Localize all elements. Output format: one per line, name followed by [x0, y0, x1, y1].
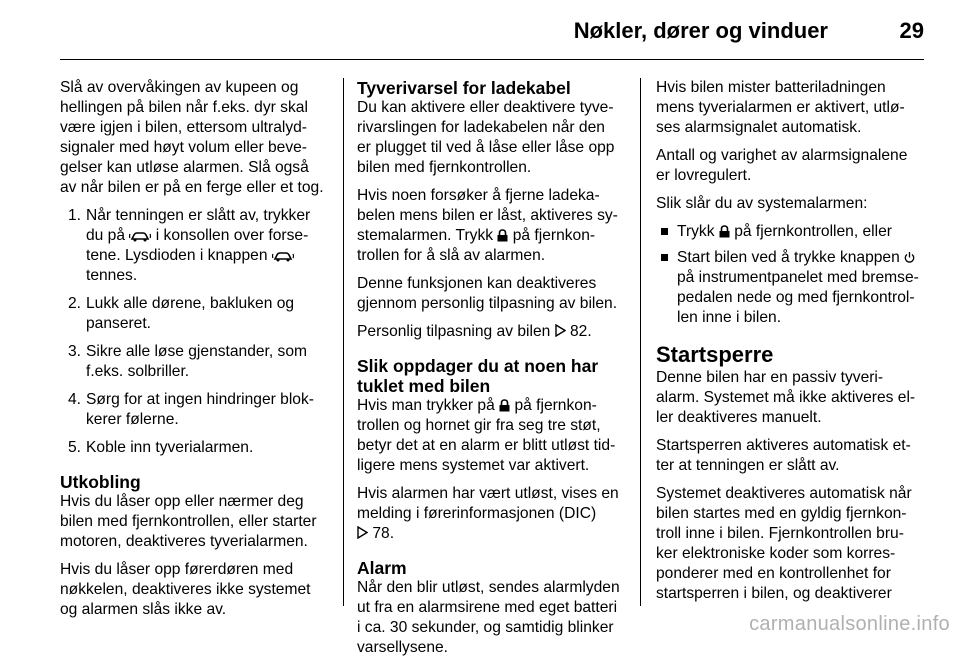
- paragraph: Hvis du låser opp eller nærmer deg bilen med fjernkontrollen, eller starter motoren, deaktiveres tyverialarmen.: [60, 493, 317, 550]
- paragraph: Hvis du låser opp førerdøren med nøkkelen, deaktiveres ikke systemet og alarmen slås ikke av.: [60, 561, 311, 618]
- list-item: 5. Koble inn tyverialarmen.: [68, 439, 254, 456]
- page-number: 29: [899, 18, 924, 43]
- paragraph: Hvis bilen mister batteriladningen mens tyverialarmen er aktivert, utlø- ses alarmsignalet automatisk.: [656, 79, 905, 136]
- activation-steps: [60, 206, 330, 458]
- section-heading-tampering: Slik oppdager du at noen har tuklet med bilen: [357, 356, 599, 396]
- column-1: [60, 78, 330, 628]
- lock-icon: [719, 225, 730, 238]
- paragraph: Hvis noen forsøker å fjerne ladeka- belen mens bilen er låst, aktiveres sy- stemalarmen. Trykk på fjernkon- trollen for å slå av alarmen.: [357, 187, 618, 264]
- paragraph: Hvis man trykker på på fjernkon- trollen og hornet gir fra seg tre støt, betyr det at en alarm er blitt utløst tid- ligere mens systemet var aktivert.: [357, 397, 616, 474]
- column-divider-1: [343, 78, 344, 606]
- paragraph: Denne funksjonen kan deaktiveres gjennom personlig tilpasning av bilen.: [357, 275, 618, 312]
- reference-arrow-icon: [555, 324, 566, 337]
- intro-paragraph: Slå av overvåkingen av kupeen og hellingen på bilen når f.eks. dyr skal være igjen i bilen, ettersom ultralyd- signaler med høyt volum eller beve- gelser kan utløse alarmen. Slå også av når bilen er på en ferge eller et tog.: [60, 79, 324, 196]
- paragraph: Systemet deaktiveres automatisk når bilen startes med en gyldig fjernkon- troll inne i bilen. Fjernkontrollen bru- ker elektroniske koder som korres- ponderer med en kontrollenhet for startsperren i bilen, og deaktiverer: [656, 485, 912, 602]
- paragraph: Du kan aktivere eller deaktivere tyve- rivarslingen for ladekabelen når den er plugget til ved å låse eller låse opp bilen med fjernkontrollen.: [357, 99, 615, 176]
- paragraph: Slik slår du av systemalarmen:: [656, 195, 868, 212]
- header-rule: [60, 59, 924, 60]
- section-heading-alarm: Alarm: [357, 558, 407, 578]
- power-icon: [904, 251, 915, 264]
- column-3: [656, 78, 926, 612]
- list-item: Start bilen ved å trykke knappen på instrumentpanelet med bremse- pedalen nede og med fjernkontrol- len inne i bilen.: [656, 248, 926, 328]
- column-2: [357, 78, 627, 666]
- lock-icon: [497, 229, 508, 242]
- paragraph: Antall og varighet av alarmsignalene er lovregulert.: [656, 147, 908, 184]
- car-sensor-icon: [272, 250, 294, 262]
- paragraph: Når den blir utløst, sendes alarmlyden ut fra en alarmsirene med eget batteri i ca. 30 sekunder, og samtidig blinker varsellysene.: [357, 579, 620, 656]
- section-heading-startsperre: Startsperre: [656, 342, 774, 367]
- car-sensor-icon: [129, 230, 151, 242]
- bullet-square: [661, 228, 668, 235]
- paragraph: Personlig tilpasning av bilen 82.: [357, 323, 592, 340]
- paragraph: Startsperren aktiveres automatisk et- ter at tenningen er slått av.: [656, 437, 911, 474]
- chapter-title: Nøkler, dører og vinduer: [573, 18, 828, 43]
- column-divider-2: [640, 78, 641, 606]
- section-heading-utkobling: Utkobling: [60, 472, 141, 492]
- page-header: [60, 0, 924, 60]
- paragraph: Hvis alarmen har vært utløst, vises en melding i førerinformasjonen (DIC) 78.: [357, 485, 619, 542]
- list-item: 4. Sørg for at ingen hindringer blok- kerer følerne.: [68, 391, 314, 428]
- section-heading-charging-cable: Tyverivarsel for ladekabel: [357, 78, 571, 98]
- list-item: 2. Lukk alle dørene, bakluken og panseret.: [68, 295, 295, 332]
- reference-arrow-icon: [357, 526, 368, 539]
- paragraph: Denne bilen har en passiv tyveri- alarm. Systemet må ikke aktiveres el- ler deaktiveres manuelt.: [656, 369, 916, 426]
- list-item: 1. Når tenningen er slått av, trykker du på i konsollen over forse- tene. Lysdioden i knappen tennes.: [68, 207, 311, 284]
- lock-icon: [499, 399, 510, 412]
- deactivation-options: [656, 222, 926, 328]
- list-item: 3. Sikre alle løse gjenstander, som f.eks. solbriller.: [68, 343, 308, 380]
- list-item: Trykk på fjernkontrollen, eller: [656, 222, 926, 242]
- watermark: carmanualsonline.info: [749, 613, 950, 635]
- bullet-square: [661, 254, 668, 261]
